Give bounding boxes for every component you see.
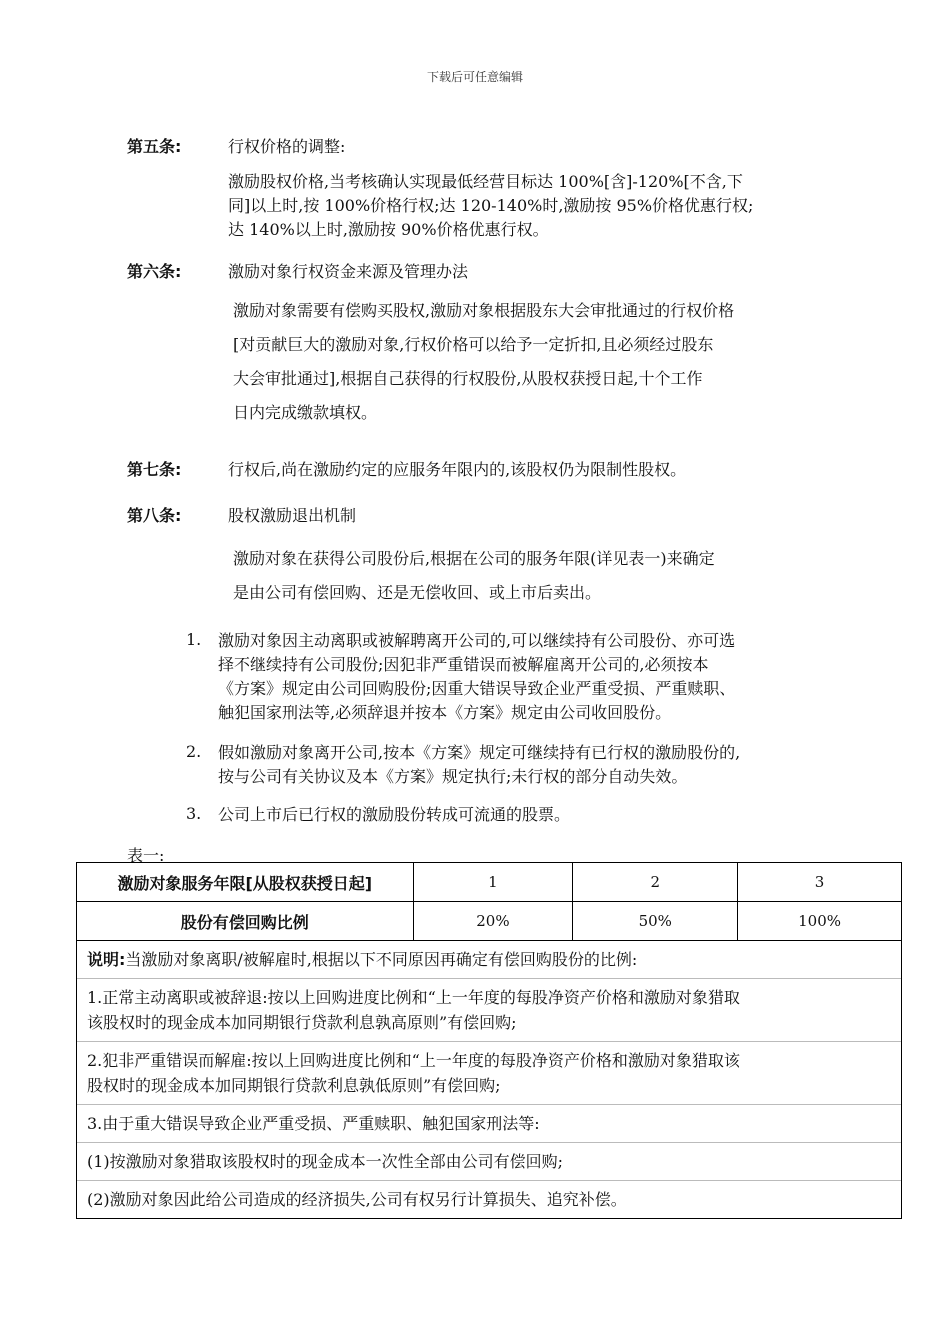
buyback-ratio-header: 股份有偿回购比例 — [77, 902, 414, 941]
article-6-line: 大会审批通过],根据自己获得的行权股份,从股权获授日起,十个工作 — [233, 369, 703, 388]
note-intro — [77, 941, 901, 978]
list-item-3-number: 3. — [186, 804, 202, 823]
table-row — [77, 902, 902, 941]
table-cell: 3 — [738, 863, 902, 902]
article-6-line: 激励对象需要有偿购买股权,激励对象根据股东大会审批通过的行权价格 — [233, 301, 735, 320]
table-row — [77, 863, 902, 902]
article-6-line: 日内完成缴款填权。 — [233, 403, 378, 422]
note-2 — [77, 1041, 901, 1104]
article-5-title: 行权价格的调整: — [228, 137, 346, 156]
article-5-line: 达 140%以上时,激励按 90%价格优惠行权。 — [228, 220, 549, 239]
list-item-line: 假如激励对象离开公司,按本《方案》规定可继续持有已行权的激励股份的, — [218, 743, 741, 762]
note-line: 3.由于重大错误导致企业严重受损、严重赎职、触犯国家刑法等: — [87, 1114, 540, 1133]
table-cell: 50% — [573, 902, 738, 941]
list-item-line: 触犯国家刑法等,必须辞退并按本《方案》规定由公司收回股份。 — [218, 703, 672, 722]
list-item-1-number: 1. — [186, 630, 202, 649]
list-item-3-text — [218, 803, 570, 827]
table-cell: 100% — [738, 902, 902, 941]
note-line: 2.犯非严重错误而解雇:按以上回购进度比例和“上一年度的每股净资产价格和激励对象猎取该 — [87, 1051, 740, 1070]
note-4 — [77, 1142, 901, 1180]
article-6-label: 第六条: — [127, 262, 182, 281]
article-6-title: 激励对象行权资金来源及管理办法 — [228, 262, 469, 281]
table-caption: 表一: — [127, 846, 165, 865]
list-item-2-number: 2. — [186, 742, 202, 761]
note-line: (1)按激励对象猎取该股权时的现金成本一次性全部由公司有偿回购; — [87, 1152, 564, 1171]
note-intro-label: 说明: — [87, 950, 126, 969]
list-item-line: 择不继续持有公司股份;因犯非严重错误而被解雇离开公司的,必须按本 — [218, 655, 709, 674]
article-6-line: [对贡献巨大的激励对象,行权价格可以给予一定折扣,且必须经过股东 — [233, 335, 714, 354]
article-7-label: 第七条: — [127, 460, 182, 479]
article-8-line: 是由公司有偿回购、还是无偿收回、或上市后卖出。 — [233, 583, 602, 602]
article-8-body — [233, 542, 715, 610]
note-line: (2)激励对象因此给公司造成的经济损失,公司有权另行计算损失、追究补偿。 — [87, 1190, 627, 1209]
article-7-title: 行权后,尚在激励约定的应服务年限内的,该股权仍为限制性股权。 — [228, 460, 687, 479]
list-item-1-text — [218, 629, 735, 725]
table-notes — [77, 941, 902, 1219]
table-1 — [76, 862, 902, 1219]
article-8-line: 激励对象在获得公司股份后,根据在公司的服务年限(详见表一)来确定 — [233, 549, 715, 568]
note-1 — [77, 978, 901, 1041]
article-5-body — [228, 170, 753, 242]
list-item-line: 按与公司有关协议及本《方案》规定执行;未行权的部分自动失效。 — [218, 767, 688, 786]
note-line: 该股权时的现金成本加同期银行贷款利息孰高原则”有偿回购; — [87, 1013, 517, 1032]
note-line: 1.正常主动离职或被辞退:按以上回购进度比例和“上一年度的每股净资产价格和激励对象猎取 — [87, 988, 740, 1007]
article-8-title: 股权激励退出机制 — [228, 506, 357, 525]
article-6-body — [233, 294, 734, 430]
note-intro-text: 当激励对象离职/被解雇时,根据以下不同原因再确定有偿回购股份的比例: — [125, 950, 638, 969]
table-row — [77, 941, 902, 1219]
article-8-label: 第八条: — [127, 506, 182, 525]
page-header: 下载后可任意编辑 — [426, 70, 523, 84]
list-item-2-text — [218, 741, 740, 789]
service-years-header: 激励对象服务年限[从股权获授日起] — [77, 863, 414, 902]
table-cell: 2 — [573, 863, 738, 902]
list-item-line: 《方案》规定由公司回购股份;因重大错误导致企业严重受损、严重赎职、 — [218, 679, 736, 698]
list-item-line: 公司上市后已行权的激励股份转成可流通的股票。 — [218, 805, 571, 824]
note-5 — [77, 1180, 901, 1218]
note-line: 股权时的现金成本加同期银行贷款利息孰低原则”有偿回购; — [87, 1076, 501, 1095]
note-3 — [77, 1104, 901, 1142]
article-5-label: 第五条: — [127, 137, 182, 156]
list-item-line: 激励对象因主动离职或被解聘离开公司的,可以继续持有公司股份、亦可选 — [218, 631, 736, 650]
table-cell: 20% — [413, 902, 573, 941]
table-cell: 1 — [413, 863, 573, 902]
article-5-line: 同]以上时,按 100%价格行权;达 120-140%时,激励按 95%价格优惠行权; — [228, 196, 754, 215]
article-5-line: 激励股权价格,当考核确认实现最低经营目标达 100%[含]-120%[不含,下 — [228, 172, 743, 191]
